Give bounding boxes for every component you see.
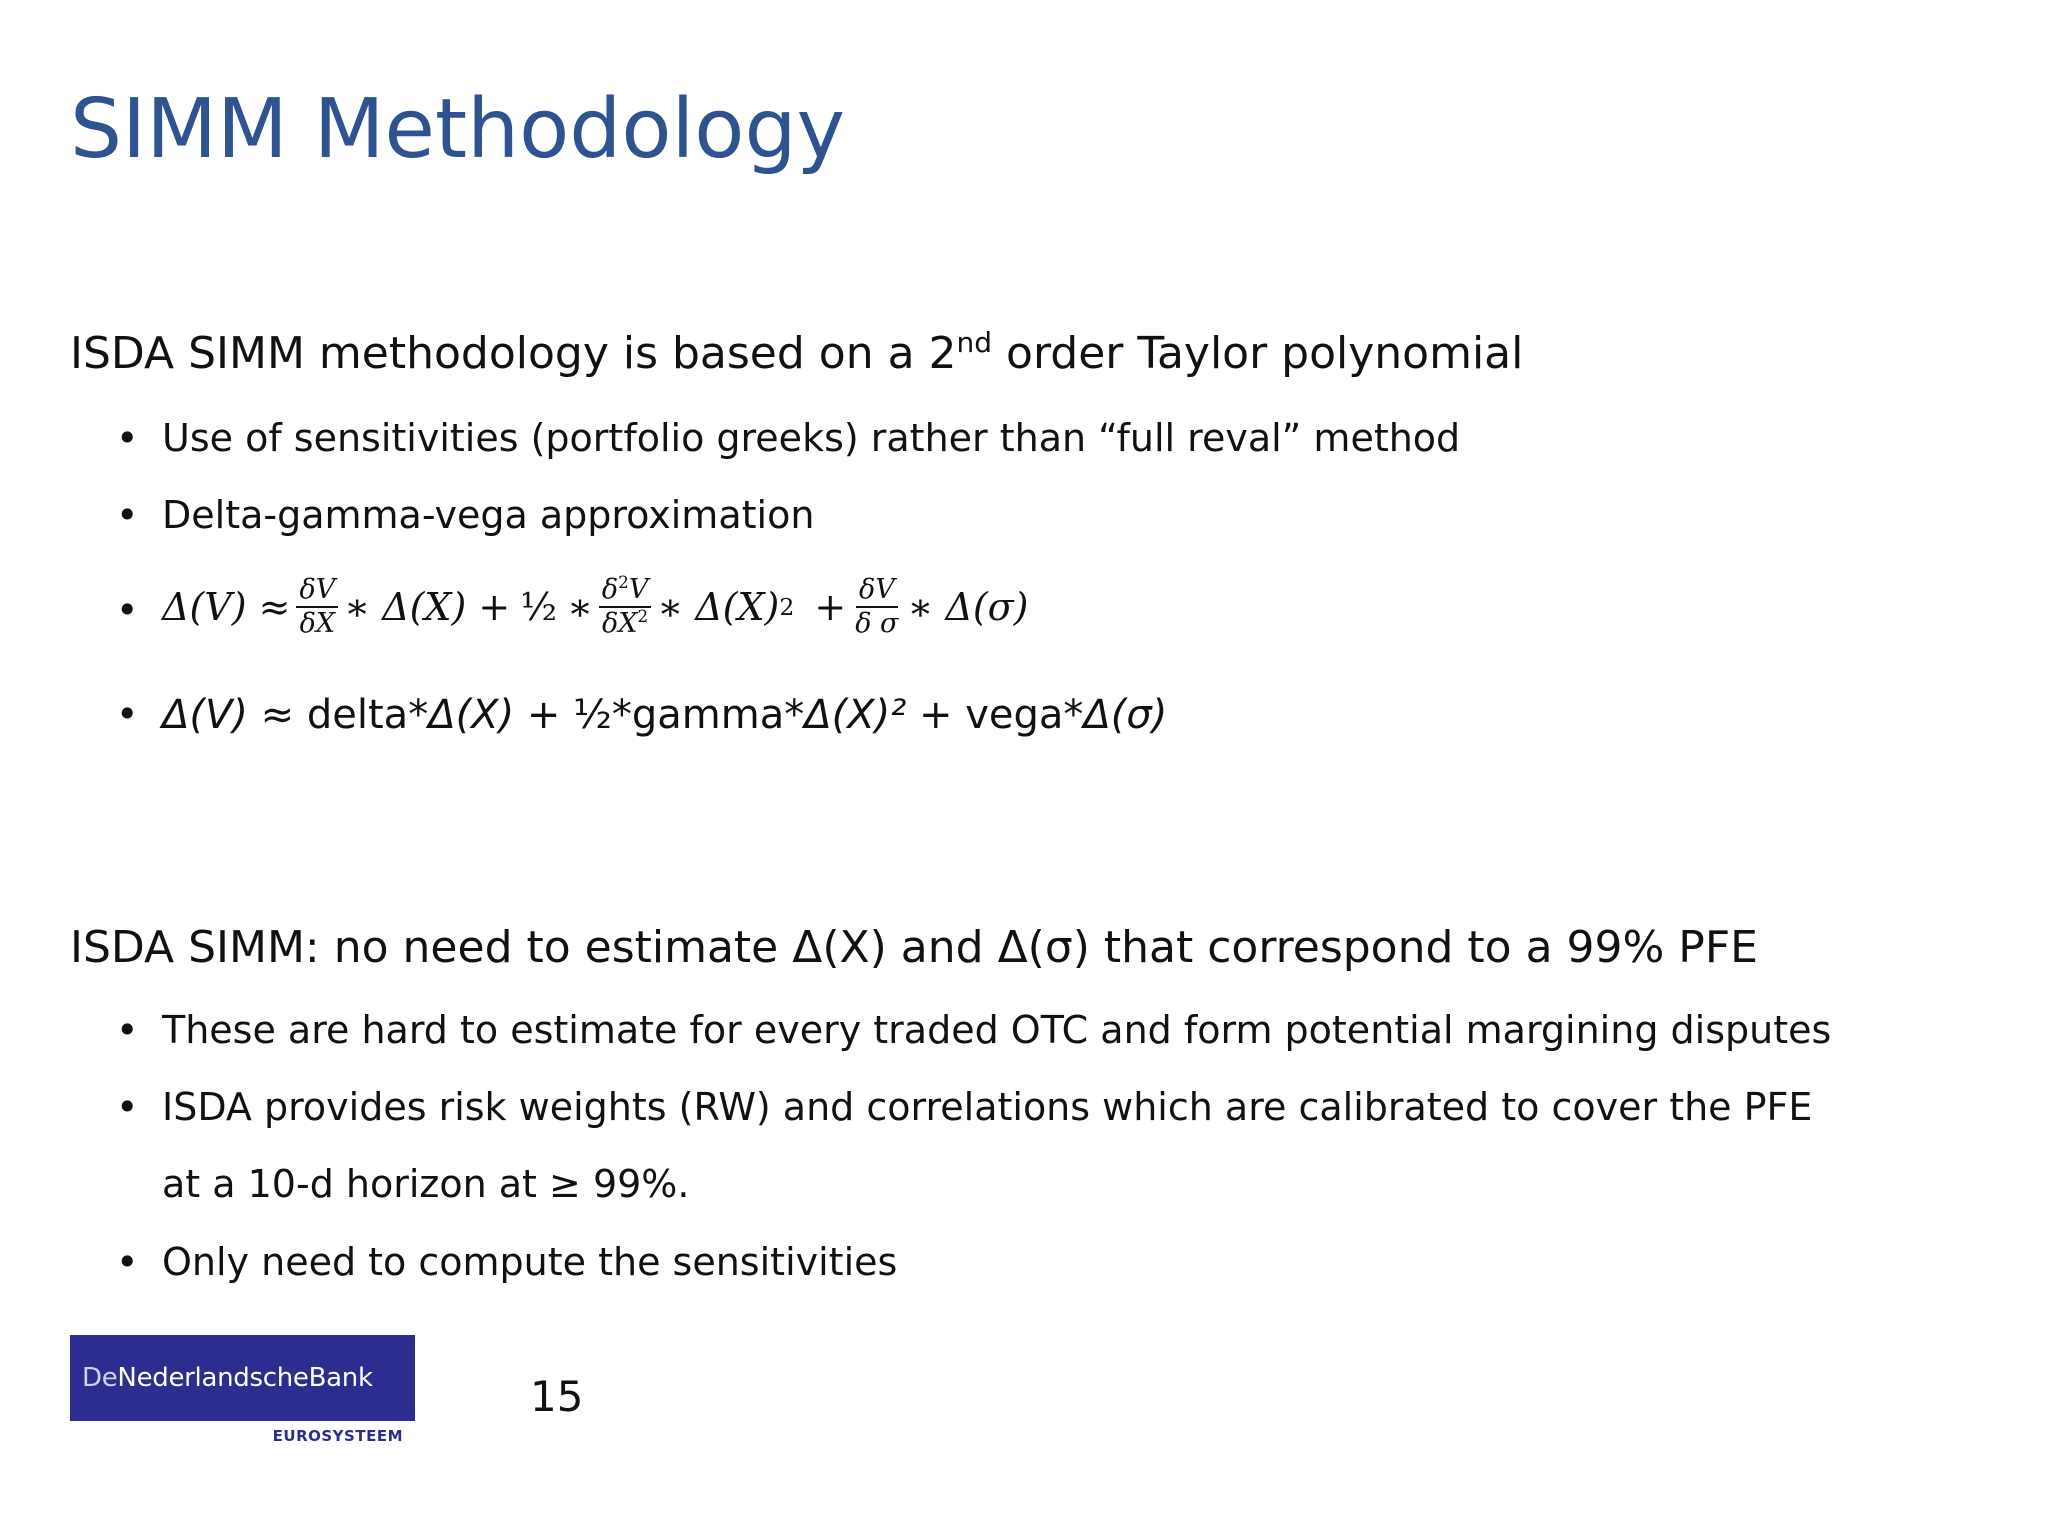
bullet-dot: •	[116, 1085, 139, 1129]
formula-term2: ∗ Δ(X)	[657, 585, 780, 630]
formula-half: ½	[520, 585, 558, 630]
bullet-dot: •	[116, 1008, 139, 1052]
bullet-dot: •	[116, 1240, 139, 1284]
slide-title: SIMM Methodology	[70, 82, 846, 177]
bullet-dot: •	[116, 588, 139, 632]
fraction-gamma: $\frac{\delta^2V}{\delta X^2}$	[599, 576, 651, 639]
greeks-formula: Δ(V) ≈ delta*Δ(X) + ½*gamma*Δ(X)² + vega*Δ(σ)	[162, 692, 1168, 738]
section2-heading: ISDA SIMM: no need to estimate Δ(X) and Δ(σ) that correspond to a 99% PFE	[70, 922, 1758, 973]
logo-band	[70, 1335, 415, 1421]
bullet-text: ISDA provides risk weights (RW) and correlations which are calibrated to cover the PFE	[162, 1085, 1813, 1129]
bullet-text: Delta-gamma-vega approximation	[162, 493, 815, 537]
fraction-vega: $\frac{\delta V}{\text{δ σ}}$	[855, 574, 899, 640]
formula-term1: ∗ Δ(X) +	[344, 585, 511, 630]
bullet-continuation: at a 10-d horizon at ≥ 99%.	[162, 1162, 690, 1206]
taylor-formula: Δ(V) ≈ $\frac{\delta V}{\delta X}$ ∗ Δ(X) + ½ ∗ $\frac{\delta^2V}{\delta X^2}$ ∗ Δ(X) 2 + $\frac{\delta V}{\text{δ σ}}$ ∗ Δ(σ)	[162, 572, 1029, 640]
fraction-delta: $\frac{\delta V}{\delta X}$	[296, 576, 338, 639]
section1-heading: ISDA SIMM methodology is based on a 2nd order Taylor polynomial	[70, 326, 1524, 379]
bullet-text: These are hard to estimate for every traded OTC and form potential margining disputes	[162, 1008, 1832, 1052]
bullet-dot: •	[116, 692, 139, 736]
bullet-dot: •	[116, 493, 139, 537]
dnb-logo	[70, 1335, 415, 1450]
formula-star: ∗	[567, 585, 593, 630]
formula-lhs: Δ(V) ≈	[162, 585, 291, 630]
logo-wordmark: DeNederlandscheBank	[82, 1363, 373, 1393]
logo-subtitle: EUROSYSTEEM	[272, 1427, 403, 1445]
formula-term3: ∗ Δ(σ)	[907, 585, 1029, 630]
page-number: 15	[530, 1372, 584, 1421]
bullet-dot: •	[116, 416, 139, 460]
bullet-text: Only need to compute the sensitivities	[162, 1240, 898, 1284]
bullet-text: Use of sensitivities (portfolio greeks) rather than “full reval” method	[162, 416, 1461, 460]
formula-plus: +	[814, 585, 847, 630]
